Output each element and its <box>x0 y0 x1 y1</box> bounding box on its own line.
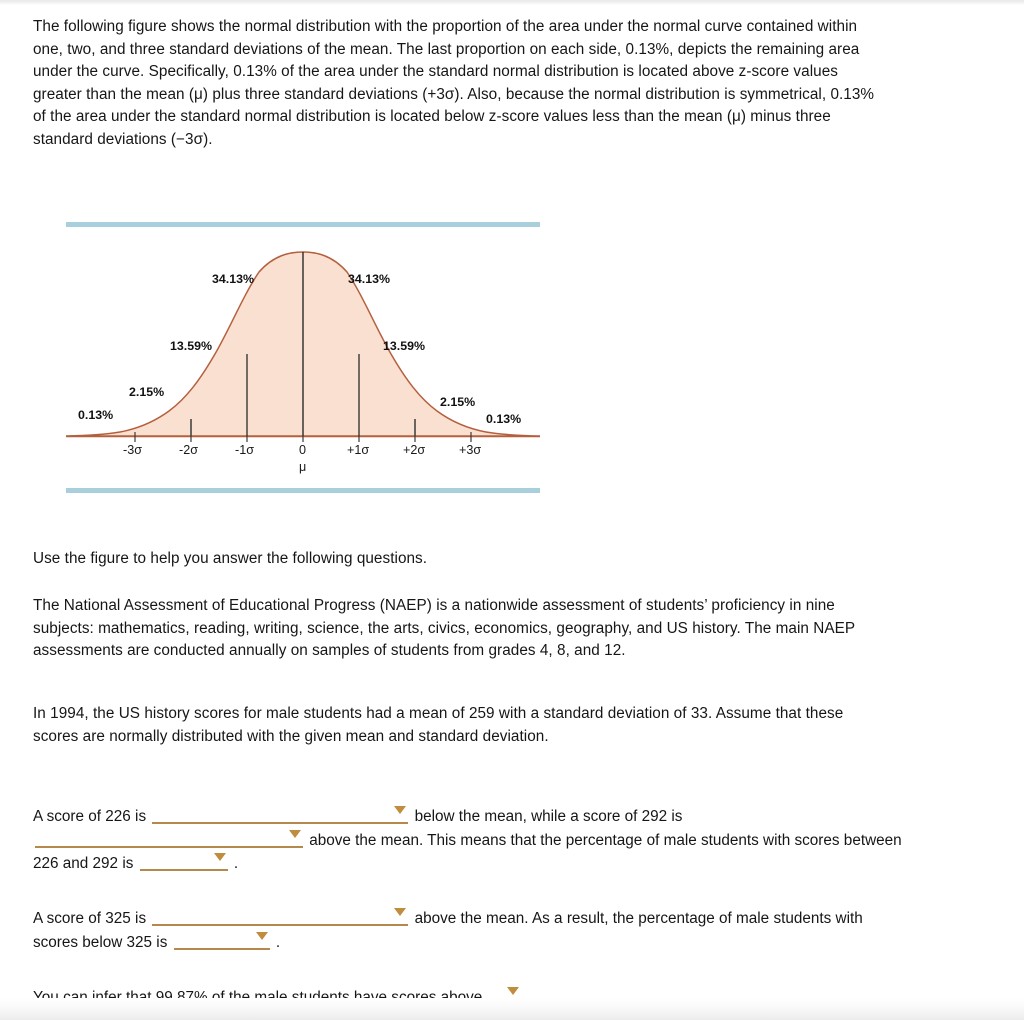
q2-dropdown-2[interactable] <box>174 931 270 950</box>
q1-dropdown-2[interactable] <box>35 829 303 848</box>
naep-description-paragraph: The National Assessment of Educational Progress (NAEP) is a nationwide assessment of students’ proficiency in nine subjects: mathematics, reading, writing, science, the arts, civics, economics, geography, and US history. The main NAEP assessments are conducted annually on samples of students from grades 4, 8, and 12. <box>33 597 855 660</box>
label-right-13-59-percent: 13.59% <box>383 339 426 353</box>
chevron-down-icon <box>394 908 406 916</box>
axis-label-mu: μ <box>299 460 307 474</box>
chevron-down-icon <box>394 806 406 814</box>
q1-text-segment-3: above the mean. This means that the percentage of male students with scores between 226 and 292 is <box>33 831 902 873</box>
label-left-0-13-percent: 0.13% <box>78 408 114 422</box>
q1-dropdown-1[interactable] <box>152 805 408 824</box>
axis-label-minus-1-sigma: -1σ <box>235 443 254 457</box>
figure-bottom-rule <box>66 488 540 493</box>
page-bottom-edge <box>0 998 1024 1020</box>
chevron-down-icon <box>256 932 268 940</box>
label-right-2-15-percent: 2.15% <box>440 395 476 409</box>
use-figure-instruction: Use the figure to help you answer the following questions. <box>33 550 428 567</box>
q1-dropdown-3[interactable] <box>140 852 228 871</box>
question-2 <box>33 907 903 954</box>
axis-label-plus-2-sigma: +2σ <box>403 443 426 457</box>
chevron-down-icon <box>214 853 226 861</box>
q1-text-segment-4: . <box>233 855 239 873</box>
chevron-down-icon <box>289 830 301 838</box>
q2-text-segment-2: above the mean. As a result, the percentage of male students with scores below 325 is <box>33 910 863 951</box>
q1-text-segment-2: below the mean, while a score of 292 is <box>414 808 683 825</box>
q2-text-segment-3: . <box>275 933 281 951</box>
label-right-0-13-percent: 0.13% <box>486 412 522 426</box>
normal-distribution-figure <box>66 222 540 498</box>
label-left-13-59-percent: 13.59% <box>170 339 213 353</box>
label-left-2-15-percent: 2.15% <box>129 385 165 399</box>
axis-label-zero: 0 <box>299 443 307 457</box>
scores-context-paragraph: In 1994, the US history scores for male students had a mean of 259 with a standard deviation of 33. Assume that these scores are normally distributed with the given mean and standard deviation. <box>33 705 844 745</box>
question-1 <box>33 805 903 876</box>
q2-dropdown-1[interactable] <box>152 907 408 926</box>
label-right-34-13-percent: 34.13% <box>348 272 391 286</box>
q2-text-segment-1: A score of 325 is <box>33 910 147 927</box>
chevron-down-icon <box>507 987 519 995</box>
axis-label-plus-1-sigma: +1σ <box>347 443 370 457</box>
axis-label-minus-3-sigma: -3σ <box>123 443 142 457</box>
label-left-34-13-percent: 34.13% <box>212 272 255 286</box>
axis-label-plus-3-sigma: +3σ <box>459 443 482 457</box>
q1-text-segment-1: A score of 226 is <box>33 808 147 825</box>
figure-top-rule <box>66 222 540 227</box>
axis-label-minus-2-sigma: -2σ <box>179 443 198 457</box>
intro-paragraph: The following figure shows the normal distribution with the proportion of the area under the normal curve contained within one, two, and three standard deviations of the mean. The last proportion on each side, 0.13%, depicts the remaining area under the curve. Specifically, 0.13% of the area under the standard normal distribution is located above z-score values greater than the mean (μ) plus three standard deviations (+3σ). Also, because the normal distribution is symmetrical, 0.13% of the area under the standard normal distribution is located below z-score values less than the mean (μ) minus three standard deviations (−3σ). <box>33 18 875 148</box>
